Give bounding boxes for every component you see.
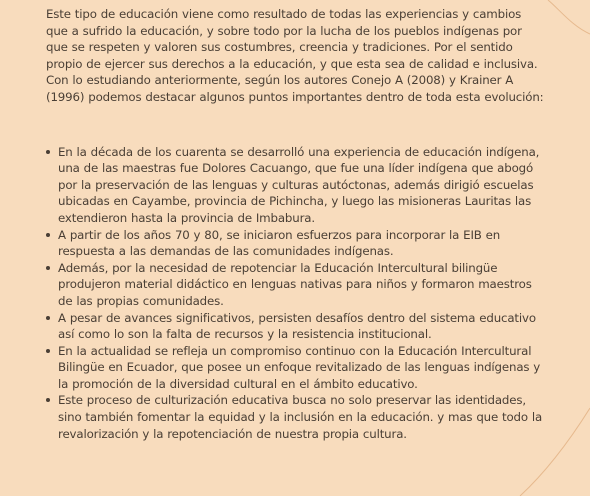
bullet-text: En la década de los cuarenta se desarrolló una experiencia de educación indígena, una de las maestras fue Dolores Cacuango, que fue una líder indígena que abogó por la preservación de las lenguas y culturas autóctonas, además dirigió escuelas ubicadas en Cayambe, provincia de Pichincha, y luego las misioneras Lauritas las extendieron hasta la provincia de Imbabura. (58, 144, 540, 225)
bullet-item (46, 310, 546, 343)
intro-paragraph: Este tipo de educación viene como resultado de todas las experiencias y cambios que a sufrido la educación, y sobre todo por la lucha de los pueblos indígenas por que se respeten y valoren sus costumbres, creencia y tradiciones. Por el sentido propio de ejercer sus derechos a la educación, y que esta sea de calidad e inclusiva. Con lo estudiando anteriormente, según los autores Conejo A (2008) y Krainer A (1996) podemos destacar algunos puntos importantes dentro de toda esta evolución: (46, 7, 544, 104)
bullet-dot-icon (46, 150, 50, 154)
bullet-text: A partir de los años 70 y 80, se iniciaron esfuerzos para incorporar la EIB en respuesta a las demandas de las comunidades indígenas. (58, 227, 501, 259)
bullet-item (46, 227, 546, 260)
bullet-dot-icon (46, 316, 50, 320)
bullet-text: En la actualidad se refleja un compromiso continuo con la Educación Intercultural Bilingüe en Ecuador, que posee un enfoque revitalizado de las lenguas indígenas y la promoción de la diversidad cultural en el ámbito educativo. (58, 343, 541, 391)
bullet-dot-icon (46, 398, 50, 402)
bullet-dot-icon (46, 349, 50, 353)
document-body (46, 6, 546, 442)
bullet-item (46, 392, 546, 442)
bullet-item (46, 343, 546, 393)
bullet-text: Además, por la necesidad de repotenciar la Educación Intercultural bilingüe produjeron material didáctico en lenguas nativas para niños y formaron maestros de las propias comunidades. (58, 260, 532, 308)
bullet-text: Este proceso de culturización educativa busca no solo preservar las identidades, sino también fomentar la equidad y la inclusión en la educación. y mas que todo la revalorización y la repotenciación de nuestra propia cultura. (58, 393, 543, 441)
bullet-item (46, 144, 546, 227)
bullet-text: A pesar de avances significativos, persisten desafíos dentro del sistema educativo así como lo son la falta de recursos y la resistencia institucional. (58, 310, 536, 342)
bullet-list (46, 144, 546, 443)
bullet-item (46, 260, 546, 310)
bullet-dot-icon (46, 266, 50, 270)
top-right-curve (548, 0, 590, 34)
bullet-dot-icon (46, 233, 50, 237)
